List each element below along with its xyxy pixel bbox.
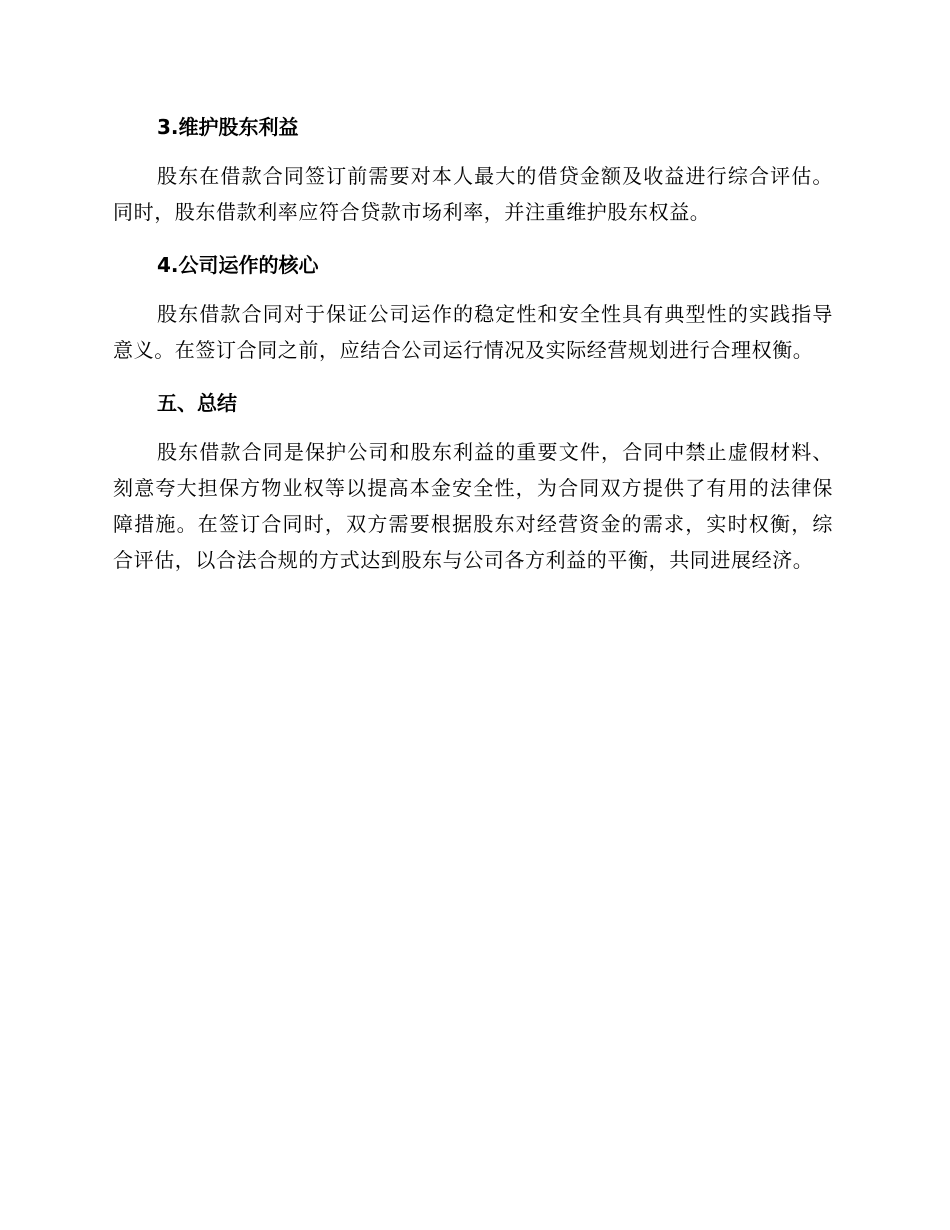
section-paragraph-protect-shareholder-interests: 股东在借款合同签订前需要对本人最大的借贷金额及收益进行综合评估。同时，股东借款利率应符合贷款市场利率，并注重维护股东权益。 [113,164,833,224]
section-paragraph-company-operation-core: 股东借款合同对于保证公司运作的稳定性和安全性具有典型性的实践指导意义。在签订合同之前，应结合公司运行情况及实际经营规划进行合理权衡。 [113,302,833,362]
section-heading-protect-shareholder-interests: 3.维护股东利益 [157,115,299,139]
section-paragraph-summary: 股东借款合同是保护公司和股东利益的重要文件，合同中禁止虚假材料、刻意夸大担保方物业权等以提高本金安全性，为合同双方提供了有用的法律保障措施。在签订合同时，双方需要根据股东对经营资金的需求，实时权衡，综合评估，以合法合规的方式达到股东与公司各方利益的平衡，共同进展经济。 [113,440,833,572]
section-heading-summary: 五、总结 [157,391,237,415]
document-body [113,110,833,578]
section-heading-company-operation-core: 4.公司运作的核心 [157,253,319,277]
